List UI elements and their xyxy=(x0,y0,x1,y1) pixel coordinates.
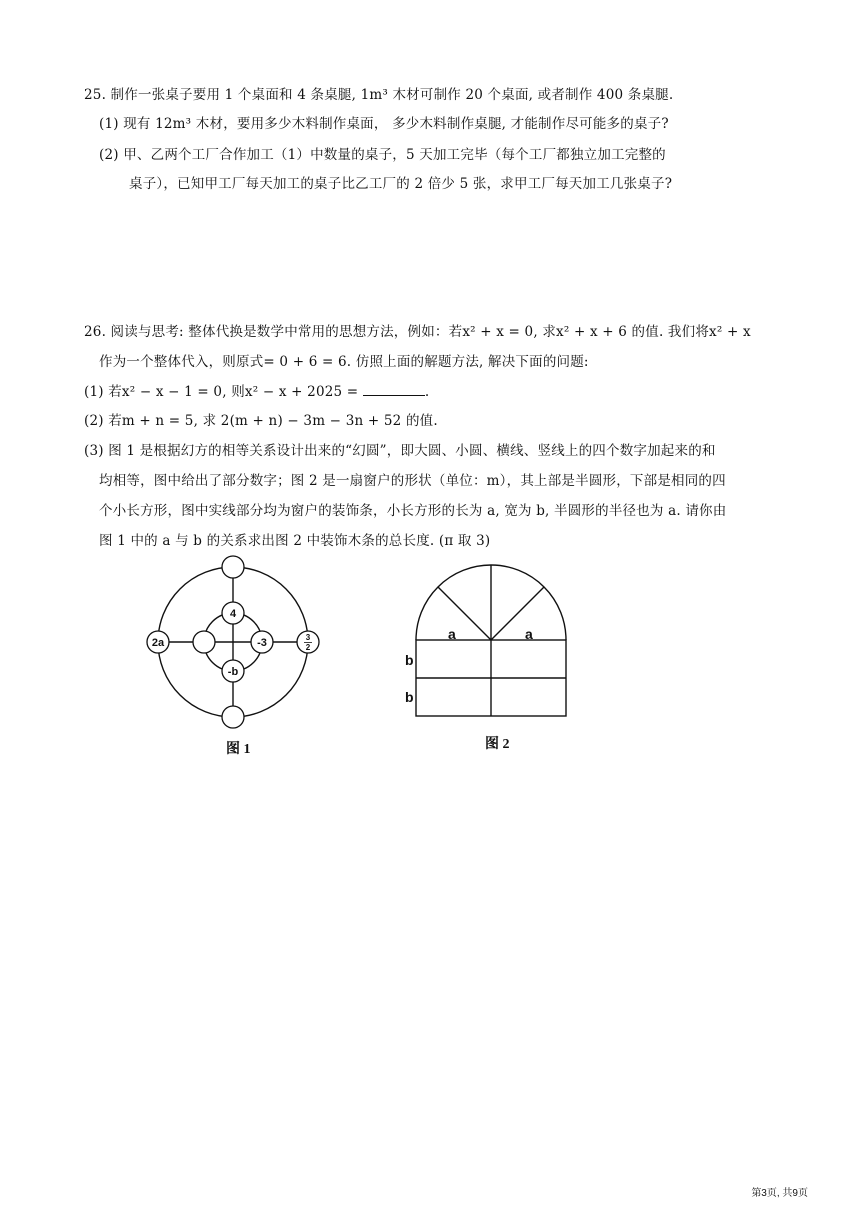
label-left-outer: 2a xyxy=(151,637,165,649)
page-footer: 第3页, 共9页 xyxy=(751,1188,808,1199)
label-a-right: a xyxy=(525,626,533,642)
q26-sub3-line1: (3) 图 1 是根据幻方的相等关系设计出来的“幻圆”，即大圆、小圆、横线、竖线上的四个数字加起来的和 xyxy=(84,443,716,459)
figure-1-caption: 图 1 xyxy=(226,742,251,757)
label-b-bottom: b xyxy=(405,689,414,705)
figure-2-window xyxy=(400,560,580,720)
label-right-outer-den: 2 xyxy=(305,643,311,652)
q26-math-3: x² + x xyxy=(709,324,751,340)
q26-math-1: x² + x = 0 xyxy=(462,324,534,340)
figure-2-caption: 图 2 xyxy=(485,737,510,752)
q26-sub1: (1) 若x² − x − 1 = 0, 则x² − x + 2025 = . xyxy=(84,384,430,400)
top-outer-node xyxy=(222,556,244,578)
q26-sub2: (2) 若m + n = 5, 求 2(m + n) − 3m − 3n + 52 的值. xyxy=(84,413,438,429)
q26-intro-line1: 26. 阅读与思考: 整体代换是数学中常用的思想方法，例如：若x² + x = 0, 求x² + x + 6 的值. 我们将x² + x xyxy=(84,324,751,340)
q26-sub3-line4: 图 1 中的 a 与 b 的关系求出图 2 中装饰木条的总长度. (π 取 3) xyxy=(99,533,491,549)
label-a-left: a xyxy=(448,626,456,642)
q25-stem: 25. 制作一张桌子要用 1 个桌面和 4 条桌腿, 1m³ 木材可制作 20 个桌面, 或者制作 400 条桌腿. xyxy=(84,87,674,103)
label-b-top: b xyxy=(405,652,414,668)
q25-part2-line1: (2) 甲、乙两个工厂合作加工（1）中数量的桌子，5 天加工完毕（每个工厂都独立加工完整的 xyxy=(99,147,666,163)
answer-blank xyxy=(363,383,425,396)
figure-1-magic-circle xyxy=(140,550,330,735)
q25-part2-line2: 桌子），已知甲工厂每天加工的桌子比乙工厂的 2 倍少 5 张，求甲工厂每天加工几张桌子? xyxy=(129,176,673,192)
label-right-inner: -3 xyxy=(257,637,267,649)
q26-math-2: x² + x + 6 xyxy=(556,324,628,340)
q26-sub3-line2: 均相等，图中给出了部分数字；图 2 是一扇窗户的形状（单位：m），其上部是半圆形，下部是相同的四 xyxy=(99,473,726,489)
q26-intro-line2: 作为一个整体代入，则原式= 0 + 6 = 6. 仿照上面的解题方法, 解决下面的问题: xyxy=(99,354,589,370)
q26-sub3-line3: 个小长方形，图中实线部分均为窗户的装饰条，小长方形的长为 a, 宽为 b, 半圆形的半径也为 a. 请你由 xyxy=(99,503,727,519)
label-bottom-inner: -b xyxy=(227,666,239,678)
label-top-inner: 4 xyxy=(229,608,237,620)
label-right-outer-num: 3 xyxy=(305,633,311,642)
bottom-outer-node xyxy=(222,706,244,728)
left-inner-node xyxy=(193,631,215,653)
q26-math-4: = 0 + 6 = 6 xyxy=(263,354,347,370)
q25-part1: (1) 现有 12m³ 木材，要用多少木料制作桌面， 多少木料制作桌腿, 才能制作尽可能多的桌子? xyxy=(99,116,669,132)
